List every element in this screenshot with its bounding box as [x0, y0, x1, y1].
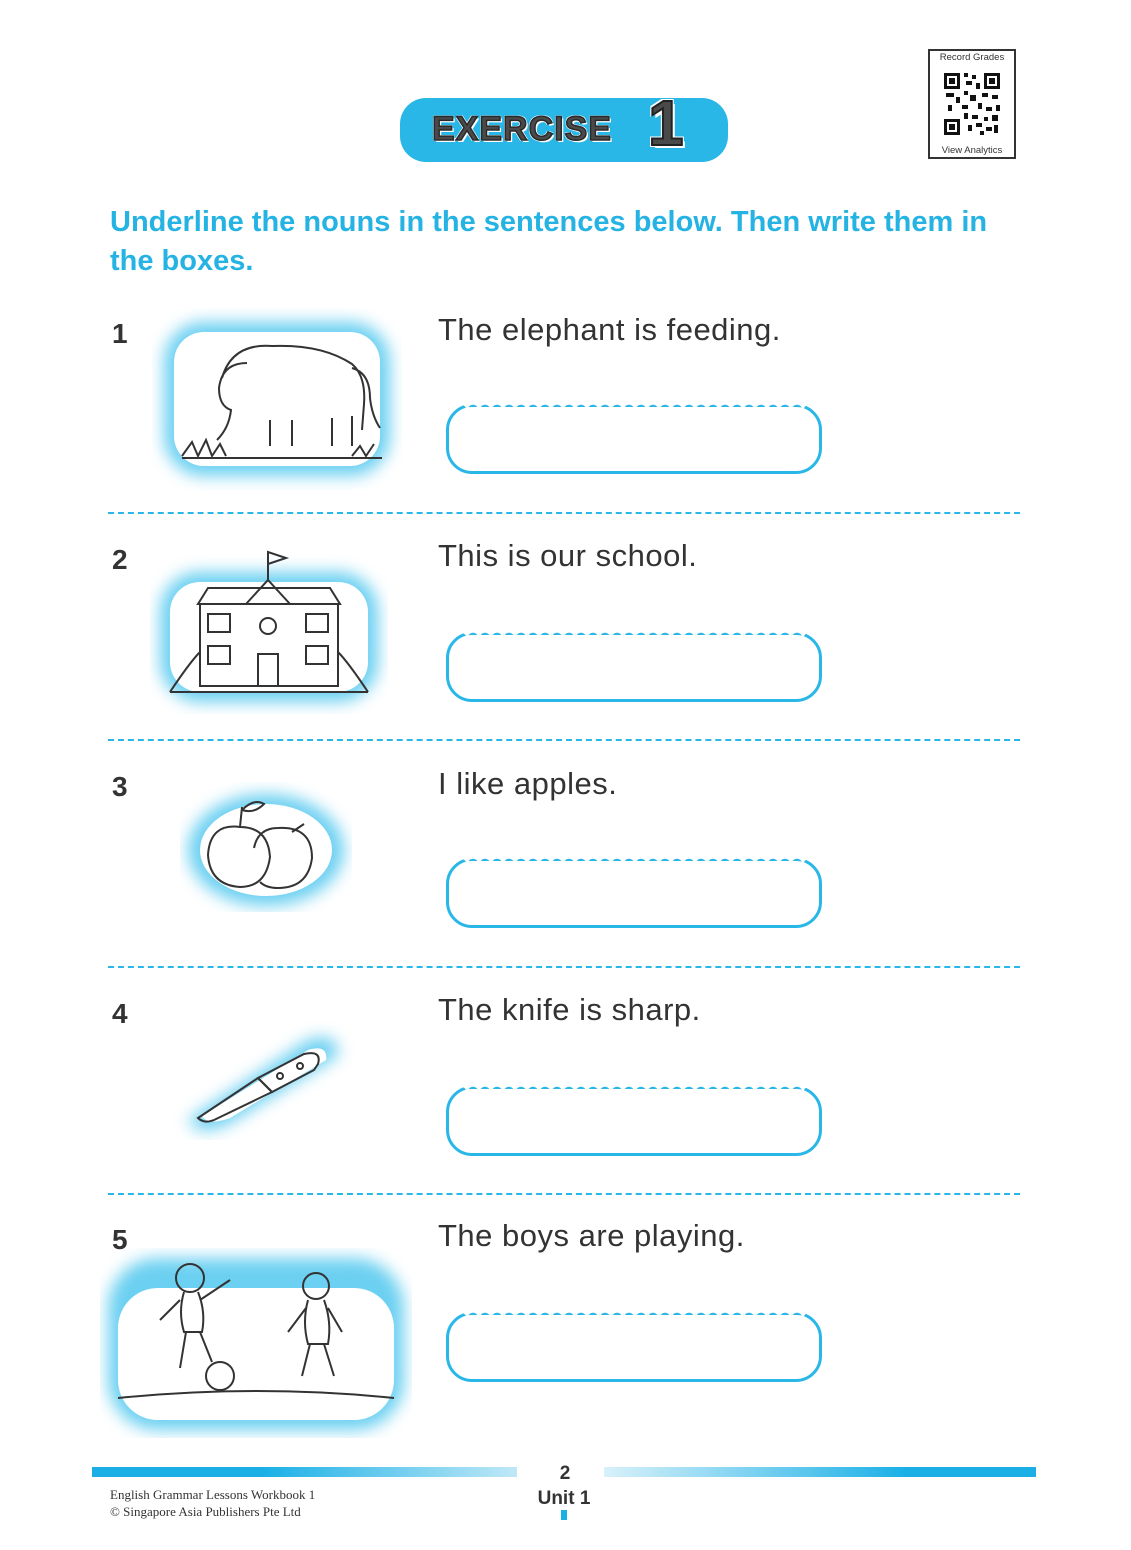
answer-box-1[interactable] — [446, 404, 822, 474]
instruction-text: Underline the nouns in the sentences below. Then write them in the boxes. — [110, 206, 988, 277]
school-building-icon — [150, 542, 388, 714]
item-number: 5 — [112, 1224, 128, 1255]
sentence-text: The elephant is feeding. — [438, 312, 781, 347]
answer-box-3[interactable] — [446, 858, 822, 928]
answer-box-2[interactable] — [446, 632, 822, 702]
exercise-title: EXERCISE — [432, 110, 612, 148]
divider — [108, 1193, 1020, 1195]
footer-bar-right — [604, 1467, 1036, 1477]
qr-code-icon[interactable] — [942, 67, 1002, 143]
footer-bar-left — [92, 1467, 517, 1477]
item-number: 4 — [112, 998, 128, 1029]
boys-playing-football-icon — [100, 1248, 412, 1438]
book-title: English Grammar Lessons Workbook 1 — [110, 1487, 316, 1502]
copyright-text: © Singapore Asia Publishers Pte Ltd — [110, 1504, 301, 1519]
sentence-text: I like apples. — [438, 766, 618, 801]
sentence-text: The knife is sharp. — [438, 992, 701, 1027]
item-number: 1 — [112, 318, 128, 349]
divider — [108, 966, 1020, 968]
qr-view-analytics-label: View Analytics — [941, 145, 1003, 156]
answer-box-4[interactable] — [446, 1086, 822, 1156]
divider — [108, 739, 1020, 741]
sentence-text: This is our school. — [438, 538, 698, 573]
page-number: 2 — [559, 1463, 571, 1484]
answer-box-5[interactable] — [446, 1312, 822, 1382]
unit-label: Unit 1 — [537, 1488, 591, 1509]
unit-marker — [561, 1510, 567, 1520]
elephant-icon — [152, 308, 402, 490]
qr-record-grades-label: Record Grades — [939, 52, 1005, 63]
sentence-text: The boys are playing. — [438, 1218, 745, 1253]
item-number: 2 — [112, 544, 128, 575]
knife-icon — [168, 1020, 356, 1140]
exercise-number: 1 — [648, 87, 684, 159]
apples-icon — [180, 782, 352, 912]
item-number: 3 — [112, 771, 128, 802]
divider — [108, 512, 1020, 514]
